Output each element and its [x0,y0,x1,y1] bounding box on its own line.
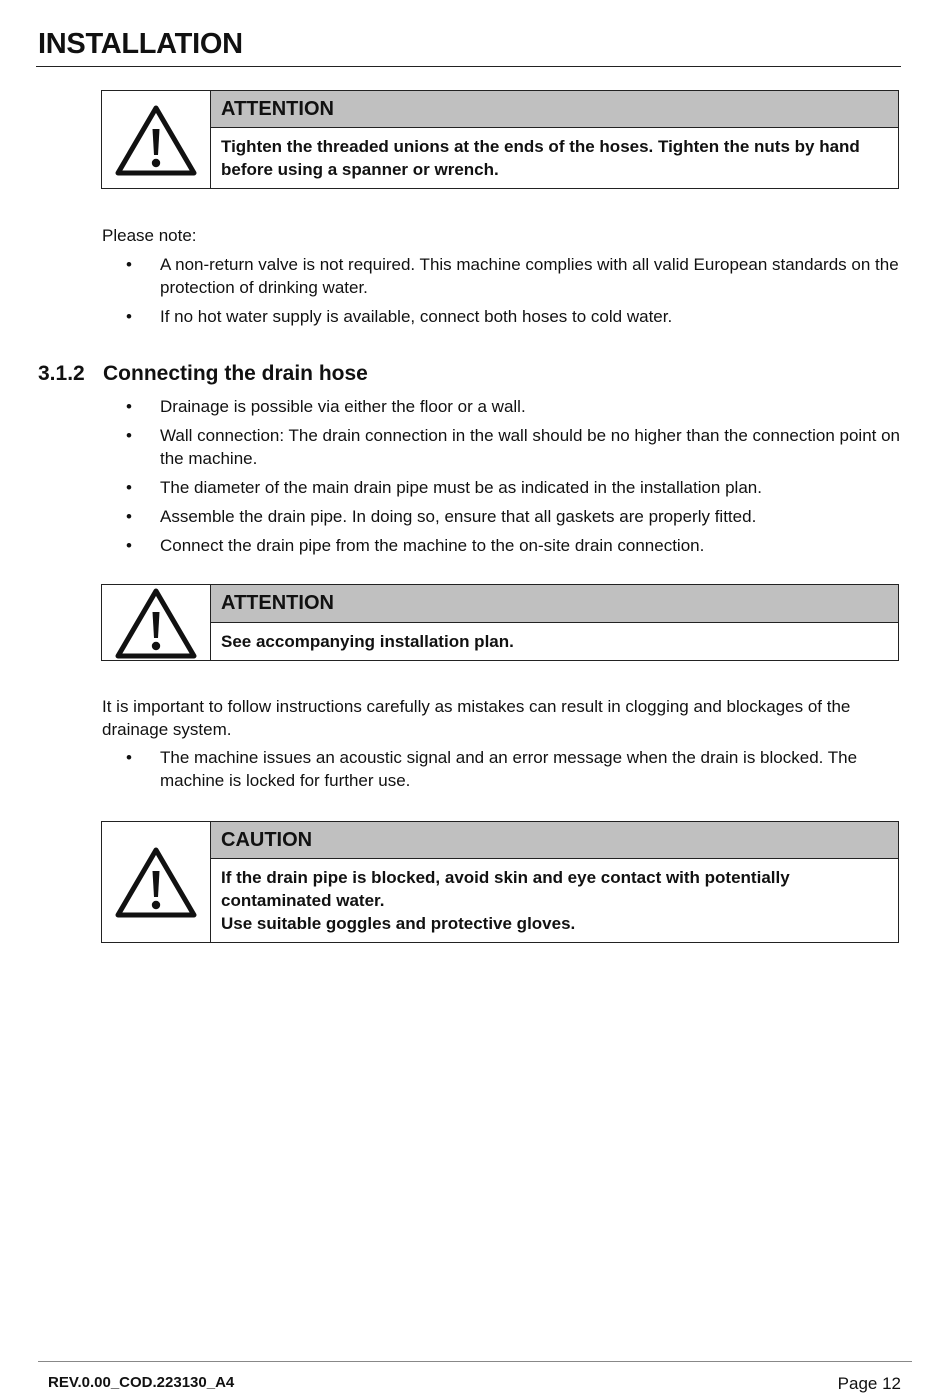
notice-message [211,128,898,188]
section-number: 3.1.2 [38,362,85,385]
list-item: • The diameter of the main drain pipe must be as indicated in the installation plan. [126,478,762,497]
notice-icon-cell [102,822,211,942]
notice-message [211,623,898,660]
notice-icon-cell [102,91,211,188]
list-item: • Assemble the drain pipe. In doing so, ensure that all gaskets are properly fitted. [126,507,757,526]
list-item: • If no hot water supply is available, connect both hoses to cold water. [126,307,673,326]
page-title: INSTALLATION [38,28,243,60]
notice-message-line: If the drain pipe is blocked, avoid skin and eye contact with potentially contaminated water. [221,868,790,910]
drain-bullet-list [102,395,902,563]
list-item: • Drainage is possible via either the floor or a wall. [126,397,526,416]
notice-heading: ATTENTION [211,91,898,128]
note-intro: Please note: [102,226,197,245]
attention-notice-2 [101,584,899,661]
notice-icon-cell [102,585,211,660]
important-paragraph: It is important to follow instructions carefully as mistakes can result in clogging and blockages of the drainage system. [102,697,851,739]
title-divider [36,66,901,67]
notice-message [211,859,898,942]
note-bullet-list [102,253,902,334]
notice-message-line: See accompanying installation plan. [221,632,514,651]
warning-triangle-icon [114,103,198,177]
document-code: REV.0.00_COD.223130_A4 [48,1374,235,1391]
list-item: • A non-return valve is not required. This machine complies with all valid European standards on the protection of drinking water. [126,255,899,297]
section-heading [38,362,368,386]
list-item: • The machine issues an acoustic signal and an error message when the drain is blocked. The machine is locked for further use. [126,748,858,790]
list-item: • Connect the drain pipe from the machine to the on-site drain connection. [126,536,705,555]
notice-heading: CAUTION [211,822,898,859]
important-bullet-list [102,746,902,798]
warning-triangle-icon [114,586,198,660]
list-item: • Wall connection: The drain connection in the wall should be no higher than the connection point on the machine. [126,426,900,468]
caution-notice [101,821,899,943]
section-title: Connecting the drain hose [103,362,368,385]
footer-divider [38,1361,912,1362]
page-number: Page 12 [837,1374,901,1393]
notice-heading: ATTENTION [211,585,898,623]
warning-triangle-icon [114,845,198,919]
attention-notice-1 [101,90,899,189]
notice-message-line: Tighten the threaded unions at the ends of the hoses. Tighten the nuts by hand before using a spanner or wrench. [221,137,860,179]
notice-message-line: Use suitable goggles and protective gloves. [221,914,576,933]
